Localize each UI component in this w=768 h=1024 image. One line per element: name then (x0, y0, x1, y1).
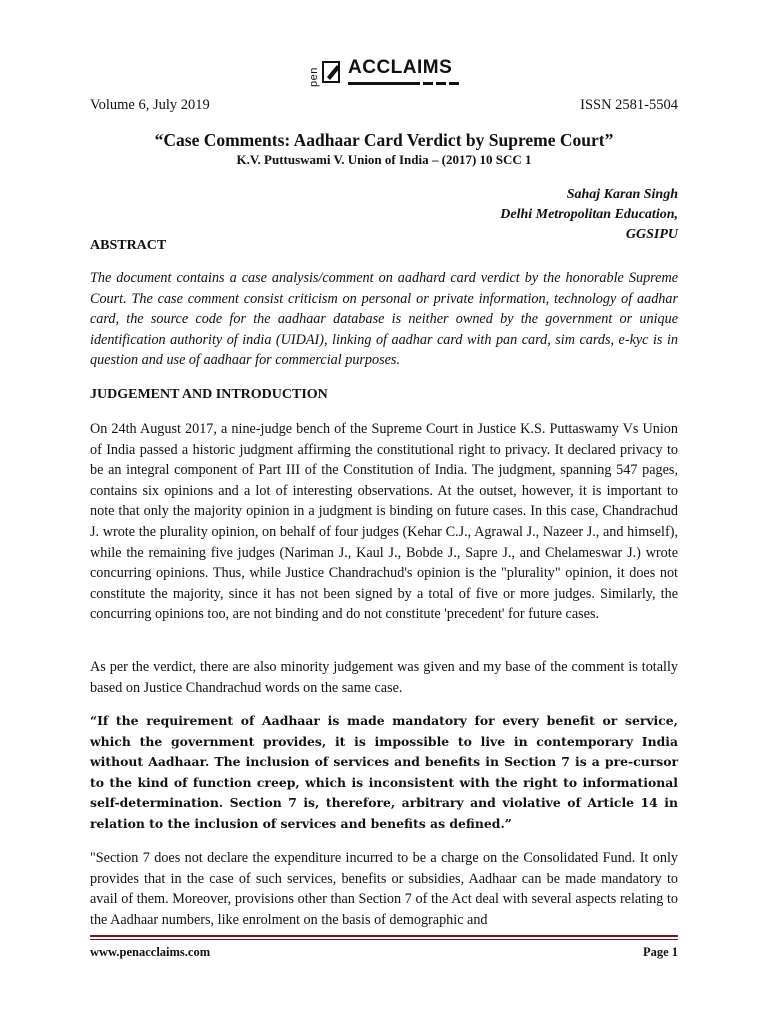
paragraph-3: "Section 7 does not declare the expenditure incurred to be a charge on the Consolidated Fund. It only provides that in the case of such services, benefits or subsidies, Aadhaar can be made mandatory to avail of them. Moreover, provisions other than Section 7 of the Act deal with several aspects relating to the Aadhaar numbers, like enrolment on the basis of demographic and (90, 850, 678, 928)
volume-info: Volume 6, July 2019 (90, 97, 210, 113)
logo-name: ACCLAIMS (348, 57, 453, 78)
page-number: Page 1 (642, 945, 678, 959)
author-name: Sahaj Karan Singh (566, 187, 678, 202)
author-affiliation: Delhi Metropolitan Education, (500, 207, 678, 222)
footer-rule (90, 935, 678, 937)
footer-website: www.penacclaims.com (90, 945, 211, 959)
author-affiliation-2: GGSIPU (625, 227, 678, 242)
logo-prefix: pen (308, 67, 320, 87)
paragraph-1: On 24th August 2017, a nine-judge bench of the Supreme Court in Justice K.S. Puttaswamy Vs Union of India passed a historic judgment affirming the constitutional right to privacy. It declared privacy to be an integral component of Part III of the Constitution of India. The judgment, spanning 547 pages, contains six opinions and a lot of interesting observations. At the outset, however, it is important to note that only the majority opinion in a judgment is binding on future cases. In this case, Chandrachud J. wrote the plurality opinion, on behalf of four judges (Kehar C.J., Agrawal J., Nazeer J., and himself), while the remaining five judges (Nariman J., Kaul J., Bobde J., Sapre J., and Chelameswar J.) wrote concurring opinions. Thus, while Justice Chandrachud's opinion is the "plurality" opinion, it does not constitute the majority, since it has not been signed by a total of five or more judges. Similarly, the concurring opinions too, are not binding and do not constitute 'precedent' for future cases. (90, 421, 678, 623)
paragraph-2: As per the verdict, there are also minority judgement was given and my base of the comment is totally based on Justice Chandrachud words on the same case. (90, 659, 678, 696)
abstract-text: The document contains a case analysis/comment on aadhard card verdict by the honorable Supreme Court. The case comment consist criticism on personal or private information, technology of aadhar card, the source code for the aadhaar database is neither owned by the government or unique identification authority of india (UIDAI), linking of aadhar card with pan card, sim cards, e-kyc is in question and use of aadhaar for commercial purposes. (90, 270, 678, 369)
abstract-heading: ABSTRACT (90, 238, 167, 253)
quote-paragraph: “If the requirement of Aadhaar is made mandatory for every benefit or service, which the government provides, it is impossible to live in contemporary India without Aadhaar. The inclusion of services and benefits in Section 7 is a pre-cursor to the kind of function creep, which is inconsistent with the right to informational self-determination. Section 7 is, therefore, arbitrary and violative of Article 14 in relation to the inclusion of services and benefits as defined.” (90, 713, 678, 831)
article-subtitle: K.V. Puttuswami V. Union of India – (2017) 10 SCC 1 (236, 152, 532, 167)
intro-heading: JUDGEMENT AND INTRODUCTION (90, 387, 328, 402)
footer-rule-thin (90, 939, 678, 940)
issn-info: ISSN 2581-5504 (580, 97, 678, 113)
logo-underline (348, 82, 462, 86)
pen-icon (322, 60, 342, 84)
journal-logo (0, 57, 768, 91)
author-block (500, 185, 678, 245)
article-title: “Case Comments: Aadhaar Card Verdict by Supreme Court” (154, 130, 614, 150)
